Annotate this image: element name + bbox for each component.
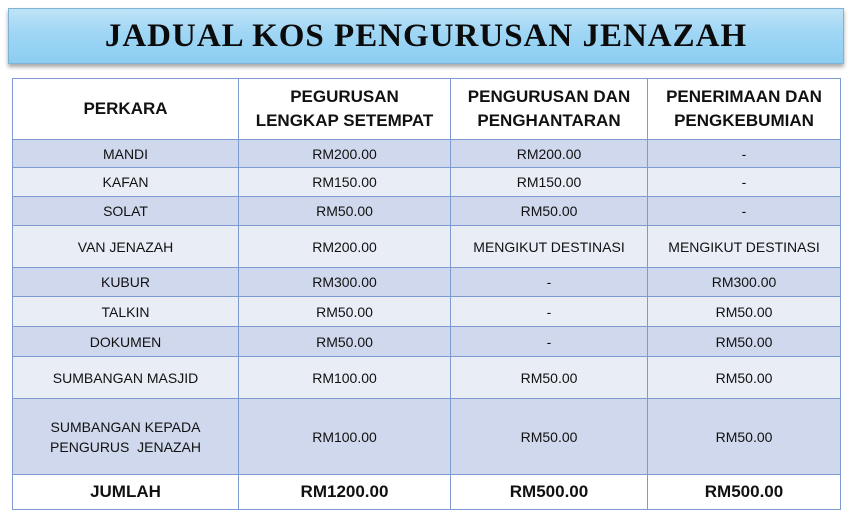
- cost-cell: RM300.00: [648, 268, 841, 297]
- cost-cell: RM50.00: [451, 197, 648, 226]
- cost-table: [12, 78, 841, 510]
- total-cell: RM500.00: [648, 475, 841, 510]
- cost-cell: RM50.00: [451, 399, 648, 475]
- table-row: [13, 168, 841, 197]
- cost-cell: RM200.00: [239, 140, 451, 168]
- title-banner: [8, 8, 844, 64]
- table-row: [13, 140, 841, 168]
- cost-cell: RM300.00: [239, 268, 451, 297]
- table-row: [13, 197, 841, 226]
- cost-cell: RM50.00: [239, 327, 451, 357]
- cost-cell: RM50.00: [239, 197, 451, 226]
- cost-cell: RM150.00: [239, 168, 451, 197]
- cost-cell: -: [451, 297, 648, 327]
- total-cell: RM500.00: [451, 475, 648, 510]
- cost-cell: RM200.00: [451, 140, 648, 168]
- cost-cell: MENGIKUT DESTINASI: [648, 226, 841, 268]
- header-row: [13, 79, 841, 140]
- item-cell: TALKIN: [13, 297, 239, 327]
- cost-cell: RM50.00: [648, 399, 841, 475]
- header-perkara: PERKARA: [13, 79, 239, 140]
- header-lengkap-setempat: PEGURUSAN LENGKAP SETEMPAT: [239, 79, 451, 140]
- header-pengurusan-penghantaran: PENGURUSAN DAN PENGHANTARAN: [451, 79, 648, 140]
- item-cell: SUMBANGAN KEPADA PENGURUS JENAZAH: [13, 399, 239, 475]
- cost-cell: RM100.00: [239, 357, 451, 399]
- table-row: [13, 297, 841, 327]
- table-row: [13, 327, 841, 357]
- cost-cell: -: [648, 197, 841, 226]
- table-row: [13, 226, 841, 268]
- cost-cell: RM100.00: [239, 399, 451, 475]
- cost-cell: RM50.00: [648, 297, 841, 327]
- cost-cell: RM150.00: [451, 168, 648, 197]
- cost-cell: RM50.00: [648, 327, 841, 357]
- header-penerimaan-pengkebumian: PENERIMAAN DAN PENGKEBUMIAN: [648, 79, 841, 140]
- page-title: JADUAL KOS PENGURUSAN JENAZAH: [104, 17, 748, 54]
- cost-cell: RM200.00: [239, 226, 451, 268]
- cost-cell: -: [648, 168, 841, 197]
- cost-cell: -: [648, 140, 841, 168]
- total-row: [13, 475, 841, 510]
- item-cell: KUBUR: [13, 268, 239, 297]
- item-cell: SUMBANGAN MASJID: [13, 357, 239, 399]
- total-cell: RM1200.00: [239, 475, 451, 510]
- table-row: [13, 268, 841, 297]
- item-cell: VAN JENAZAH: [13, 226, 239, 268]
- table-row: [13, 399, 841, 475]
- item-cell: DOKUMEN: [13, 327, 239, 357]
- item-cell: MANDI: [13, 140, 239, 168]
- item-cell: SOLAT: [13, 197, 239, 226]
- cost-cell: RM50.00: [648, 357, 841, 399]
- cost-cell: -: [451, 268, 648, 297]
- cost-cell: MENGIKUT DESTINASI: [451, 226, 648, 268]
- cost-cell: RM50.00: [239, 297, 451, 327]
- total-label: JUMLAH: [13, 475, 239, 510]
- table-row: [13, 357, 841, 399]
- item-cell: KAFAN: [13, 168, 239, 197]
- cost-cell: RM50.00: [451, 357, 648, 399]
- cost-cell: -: [451, 327, 648, 357]
